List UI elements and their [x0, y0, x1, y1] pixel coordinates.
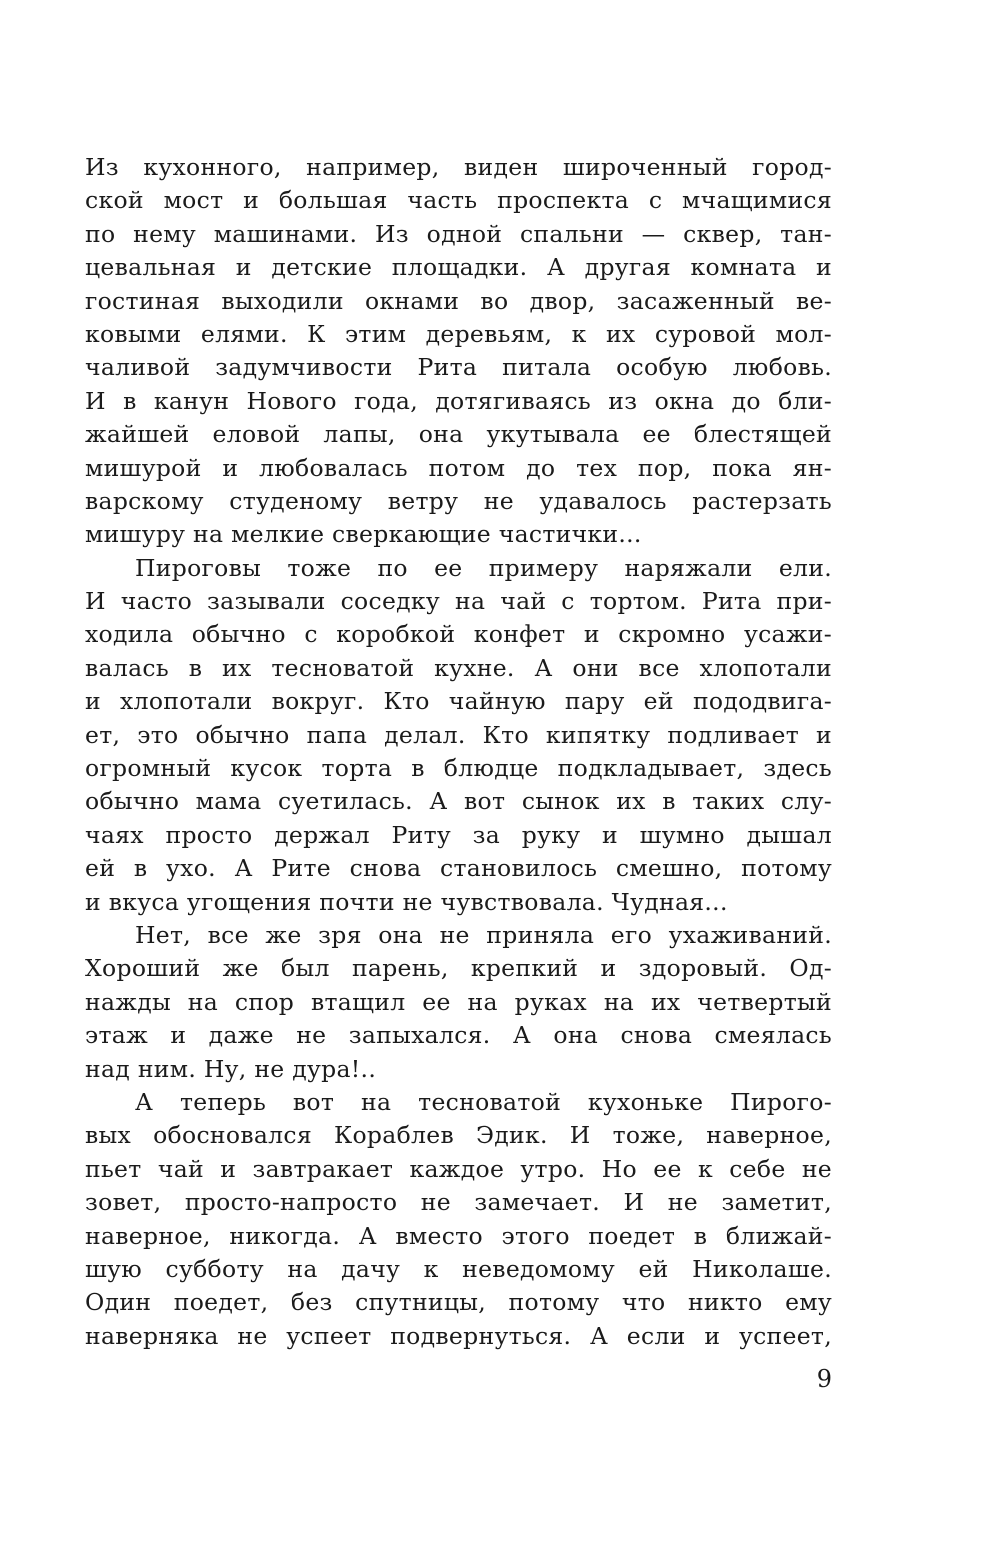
text-line: мишуру на мелкие сверкающие частички...: [85, 520, 642, 549]
page-number: 9: [816, 1365, 832, 1393]
text-line: жайшей еловой лапы, она укутывала ее блестящей: [85, 420, 832, 449]
text-line: гостиная выходили окнами во двор, засаженный ве-: [85, 286, 832, 315]
text-line: Нет, все же зря она не приняла его ухаживаний.: [135, 920, 832, 949]
text-line: вых обосновался Кораблев Эдик. И тоже, наверное,: [85, 1121, 832, 1150]
text-line: наверное, никогда. А вместо этого поедет в ближай-: [85, 1221, 832, 1250]
text-line: огромный кусок торта в блюдце подкладывает, здесь: [85, 754, 832, 783]
text-line: Хороший же был парень, крепкий и здоровый. Од-: [85, 954, 832, 983]
text-line: чаях просто держал Риту за руку и шумно дышал: [85, 820, 832, 849]
text-line: этаж и даже не запыхался. А она снова смеялась: [85, 1021, 832, 1050]
text-line: И часто зазывали соседку на чай с тортом. Рита при-: [85, 587, 832, 616]
text-line: ковыми елями. К этим деревьям, к их суровой мол-: [85, 319, 832, 348]
text-line: над ним. Ну, не дура!..: [85, 1054, 377, 1083]
text-line: ет, это обычно папа делал. Кто кипятку подливает и: [85, 720, 832, 749]
text-block: [85, 151, 832, 1353]
text-line: обычно мама суетилась. А вот сынок их в таких слу-: [85, 787, 832, 816]
text-line: нажды на спор втащил ее на руках на их четвертый: [85, 987, 832, 1016]
text-line: Пироговы тоже по ее примеру наряжали ели.: [135, 553, 832, 582]
text-line: шую субботу на дачу к неведомому ей Николаше.: [85, 1254, 832, 1283]
text-line: цевальная и детские площадки. А другая комната и: [85, 253, 832, 282]
text-line: и вкуса угощения почти не чувствовала. Чудная...: [85, 887, 728, 916]
text-line: мишурой и любовалась потом до тех пор, пока ян-: [85, 453, 832, 482]
text-line: и хлопотали вокруг. Кто чайную пару ей пододвига-: [85, 687, 832, 716]
text-line: Из кухонного, например, виден широченный город-: [85, 153, 832, 181]
text-line: варскому студеному ветру не удавалось растерзать: [85, 486, 832, 515]
text-line: ей в ухо. А Рите снова становилось смешно, потому: [85, 854, 832, 883]
text-line: по нему машинами. Из одной спальни — сквер, тан-: [85, 219, 832, 248]
text-line: валась в их тесноватой кухне. А они все хлопотали: [85, 653, 832, 682]
text-line: ской мост и большая часть проспекта с мчащимися: [85, 186, 832, 215]
text-line: Один поедет, без спутницы, потому что никто ему: [85, 1288, 832, 1317]
text-line: наверняка не успеет подвернуться. А если и успеет,: [85, 1321, 832, 1350]
text-line: чаливой задумчивости Рита питала особую любовь.: [85, 353, 832, 382]
text-line: И в канун Нового года, дотягиваясь из окна до бли-: [85, 386, 832, 415]
text-line: ходила обычно с коробкой конфет и скромно усажи-: [85, 620, 832, 649]
text-line: А теперь вот на тесноватой кухоньке Пирого-: [135, 1087, 832, 1116]
text-line: зовет, просто-напросто не замечает. И не заметит,: [85, 1188, 832, 1217]
text-line: пьет чай и завтракает каждое утро. Но ее к себе не: [85, 1154, 832, 1183]
